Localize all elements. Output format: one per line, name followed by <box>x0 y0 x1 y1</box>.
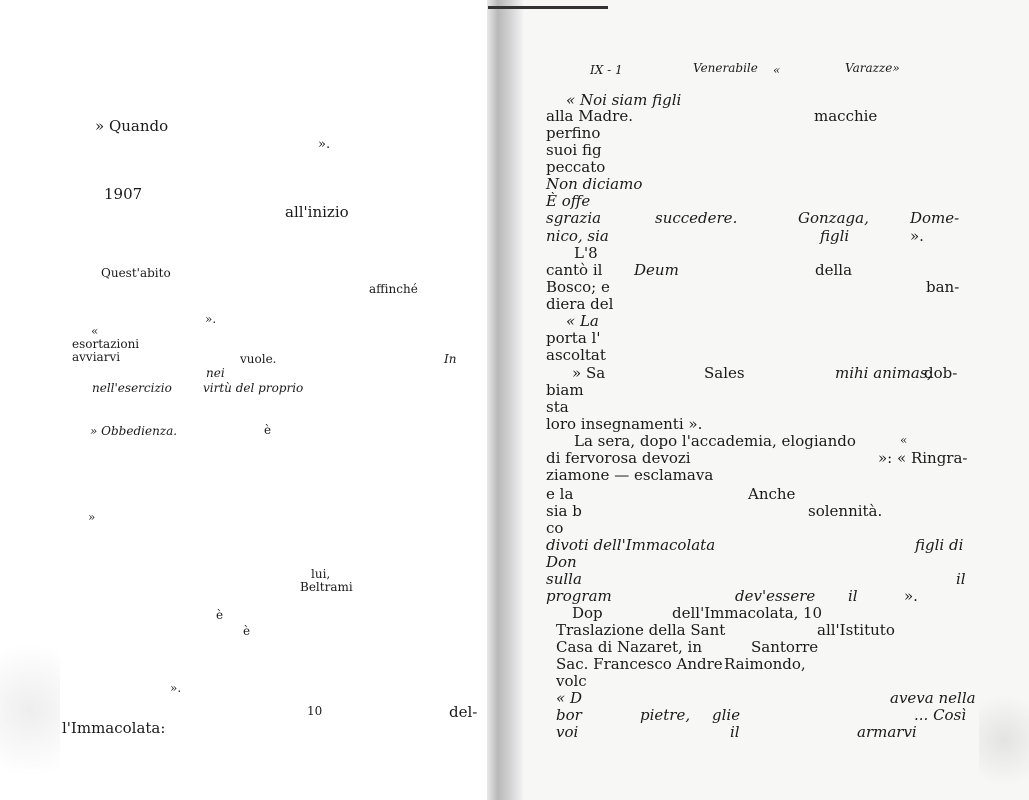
text-line: diera del <box>546 295 614 313</box>
text-line: nell'esercizio <box>92 381 172 395</box>
running-header-title: Venerabile <box>693 61 758 75</box>
text-line: Bosco; e <box>546 278 610 296</box>
text-line: Quest'abito <box>101 266 171 280</box>
text-line: « D <box>556 689 582 707</box>
text-line: è <box>243 624 251 638</box>
text-line: Dome- <box>910 209 960 227</box>
text-line: ziamone — esclamava <box>546 466 714 484</box>
text-line: suoi fig <box>546 141 602 159</box>
text-line: peccato <box>546 158 606 176</box>
text-line: program <box>546 587 612 605</box>
text-line: Traslazione della Sant <box>556 621 726 639</box>
text-line: ». <box>910 227 924 245</box>
text-line: ban- <box>926 278 960 296</box>
text-line: Deum <box>634 261 679 279</box>
text-line: il <box>956 570 966 588</box>
text-line: È offe <box>546 192 591 210</box>
text-line: Sac. Francesco Andre <box>556 655 723 673</box>
text-line: 1907 <box>104 185 143 203</box>
text-line: sia b <box>546 502 582 520</box>
running-header-place: Varazze» <box>845 61 900 75</box>
text-line: ... Così <box>914 706 967 724</box>
text-line: ». <box>205 312 217 326</box>
text-line: » Quando <box>95 117 169 135</box>
text-line: « Noi siam figli <box>566 91 682 109</box>
text-line: loro insegnamenti ». <box>546 415 703 433</box>
text-line: della <box>815 261 853 279</box>
text-line: solennità. <box>808 502 883 520</box>
text-line: Santorre <box>751 638 819 656</box>
text-line: Sales <box>704 364 745 382</box>
text-line: La sera, dopo l'accademia, elogiando <box>574 432 856 450</box>
text-line: Beltrami <box>300 580 353 594</box>
text-line: « La <box>566 312 599 330</box>
text-line: Anche <box>748 485 796 503</box>
page-top-edge <box>488 6 608 9</box>
text-line: In <box>444 352 457 366</box>
text-line: ». <box>170 681 182 695</box>
text-line: Raimondo, <box>724 655 806 673</box>
scan-smudge <box>979 680 1029 800</box>
text-line: « <box>91 324 99 338</box>
text-line: 10 <box>803 604 823 622</box>
text-line: mihi animas; <box>835 364 933 382</box>
text-line: di fervorosa devozi <box>546 449 691 467</box>
text-line: virtù del proprio <box>203 381 304 395</box>
text-line: vuole. <box>240 352 277 366</box>
text-line: lui, <box>311 567 331 581</box>
text-line: sta <box>546 398 569 416</box>
text-line: biam <box>546 381 584 399</box>
text-line: Gonzaga, <box>798 209 869 227</box>
text-line: nico, sia <box>546 227 609 245</box>
scan-smudge <box>0 620 60 800</box>
text-line: il <box>848 587 858 605</box>
text-line: avviarvi <box>72 350 121 364</box>
text-line: co <box>546 519 564 537</box>
running-header-quote: « <box>773 63 781 77</box>
text-line: Dop <box>572 604 603 622</box>
text-line: armarvi <box>857 723 917 741</box>
text-line: bor <box>556 706 582 724</box>
text-line: figli <box>820 227 850 245</box>
text-line: pietre, <box>640 706 691 724</box>
book-spine-shadow <box>487 0 523 800</box>
text-line: Casa di Nazaret, in <box>556 638 702 656</box>
text-line: è <box>264 423 272 437</box>
text-line: l'Immacolata: <box>62 719 166 737</box>
text-line: divoti dell'Immacolata <box>546 536 716 554</box>
text-line: glie <box>712 706 741 724</box>
text-line: » Sa <box>572 364 606 382</box>
text-line: porta l' <box>546 329 601 347</box>
text-line: è <box>216 608 224 622</box>
text-line: affinché <box>369 282 418 296</box>
text-line: all'inizio <box>285 203 349 221</box>
text-line: ». <box>904 587 918 605</box>
text-line: figli di <box>915 536 964 554</box>
text-line: nei <box>206 366 225 380</box>
running-header-number: IX - 1 <box>590 63 623 77</box>
text-line: ascoltat <box>546 346 606 364</box>
text-line: esortazioni <box>72 337 140 351</box>
text-line: e la <box>546 485 574 503</box>
text-line: dob- <box>924 364 958 382</box>
text-line: »: « Ringra- <box>878 449 968 467</box>
text-line: alla Madre. <box>546 107 633 125</box>
text-line: del- <box>449 703 478 721</box>
text-line: cantò il <box>546 261 603 279</box>
text-line: » <box>88 510 96 524</box>
text-line: aveva nella <box>890 689 976 707</box>
text-line: il <box>730 723 740 741</box>
text-line: Don <box>546 553 577 571</box>
text-line: dev'essere <box>735 587 816 605</box>
text-line: perfino <box>546 124 601 142</box>
text-line: ». <box>318 137 331 152</box>
text-line: L'8 <box>574 244 598 262</box>
text-line: voi <box>556 723 579 741</box>
text-line: 10 <box>307 704 323 718</box>
text-line: dell'Immacolata, <box>672 604 799 622</box>
text-line: volc <box>556 672 587 690</box>
text-line: « <box>900 433 908 447</box>
text-line: sgrazia <box>546 209 602 227</box>
text-line: succedere. <box>655 209 738 227</box>
right-page <box>490 0 1029 800</box>
text-line: Non diciamo <box>546 175 643 193</box>
text-line: macchie <box>814 107 878 125</box>
left-page <box>0 0 495 800</box>
text-line: » Obbedienza. <box>90 424 178 438</box>
text-line: sulla <box>546 570 582 588</box>
text-line: all'Istituto <box>817 621 895 639</box>
